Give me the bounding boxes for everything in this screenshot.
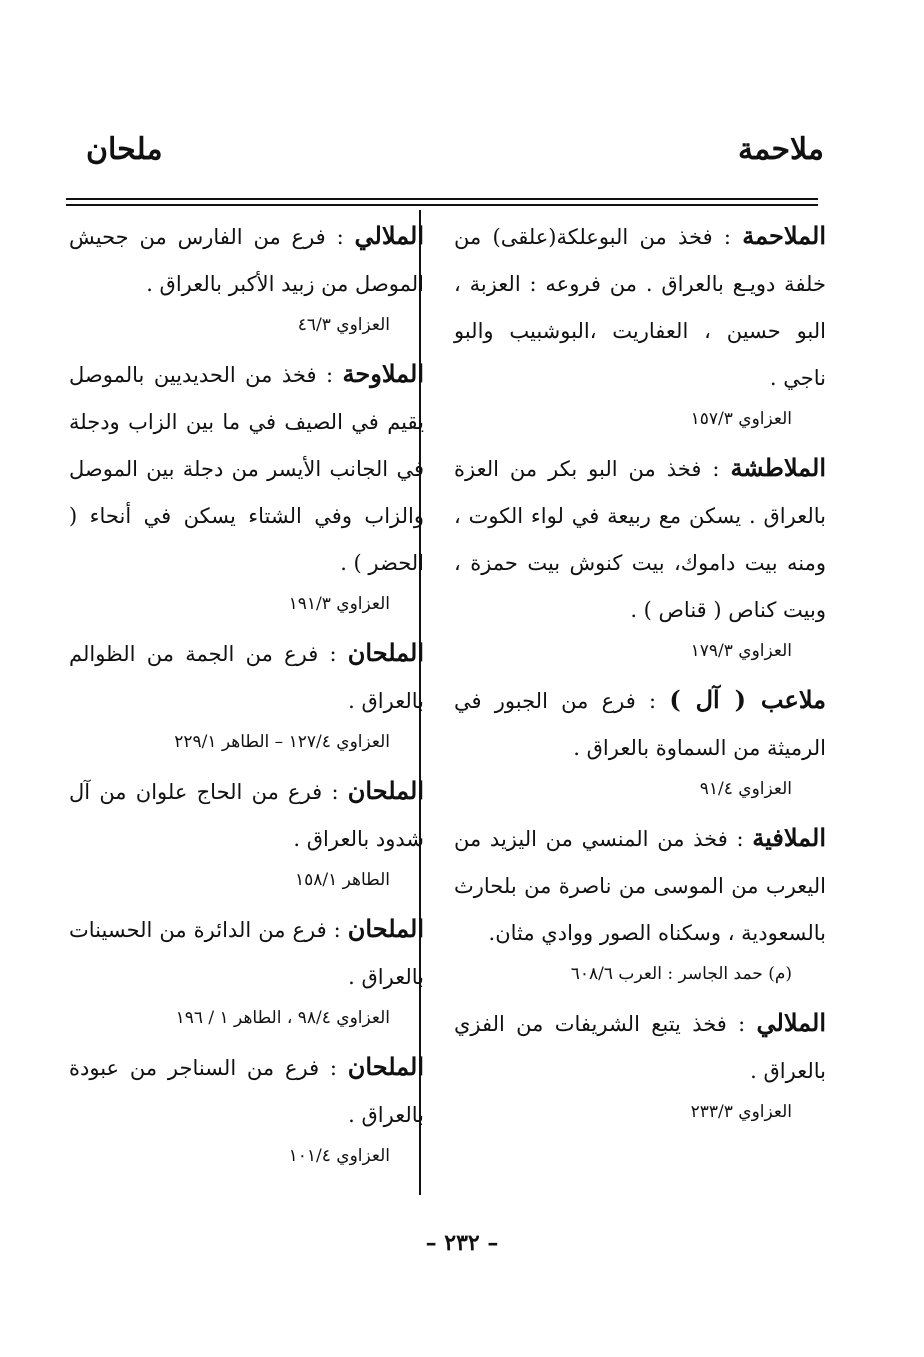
entry-term: الملاوحة [342,359,424,388]
left-column [69,212,424,1181]
entry-reference: العزاوي ٩١/٤ [699,779,792,799]
entry-reference: العزاوي ١٠١/٤ [288,1146,390,1166]
entry-text: : فرع من الحاج علوان من آل شدود بالعراق . [69,780,424,851]
entry [69,767,424,897]
entry [454,999,826,1129]
entry-body [69,905,424,1001]
header-rule-bottom [66,204,818,206]
right-column [454,212,826,1137]
entry-reference: الطاهر ١٥٨/١ [294,870,390,890]
entry-term: ملاعب ( آل ) [669,685,826,714]
entry-body [454,676,826,772]
entry-body [454,444,826,634]
entry-body [69,212,424,308]
entry-term: الملحان [347,1052,424,1081]
entry-text: : فرع من الفارس من جحيش الموصل من زبيد الأكبر بالعراق . [69,225,424,296]
entry-text: : فخذ من الحديديين بالموصل يقيم في الصيف في ما بين الزاب ودجلة في الجانب الأيسر من دجلة بين الموصل والزاب وفي الشتاء يسكن في أنحاء ( الحضر ) . [69,363,424,575]
header-right-word: ملاحمة [738,132,824,167]
entry-text: : فرع من الجمة من الظوالم بالعراق . [69,642,424,713]
entry [69,1043,424,1173]
entry-term: الملحان [347,638,424,667]
entry-body [454,814,826,957]
entry-term: الملالي [756,1008,826,1037]
entry-text: : فرع من السناجر من عبودة بالعراق . [69,1056,424,1127]
entry-reference: العزاوي ١٩١/٣ [288,594,390,614]
entry [69,212,424,342]
header-left-word: ملحان [86,132,163,167]
entry-term: الملحان [347,914,424,943]
page-number: – ٢٣٢ – [425,1230,499,1256]
entry [69,350,424,621]
entry-body [69,767,424,863]
entry-body [69,629,424,725]
entry-body [69,1043,424,1139]
entry-text: : فخذ يتبع الشريفات من الفزي بالعراق . [454,1012,826,1083]
entry-text: : فرع من الجبور في الرميثة من السماوة بالعراق . [454,689,826,760]
entry [69,905,424,1035]
entry [454,676,826,806]
entry-reference: العزاوي ١٥٧/٣ [690,409,792,429]
entry-term: الملافية [752,823,826,852]
entry-text: : فرع من الدائرة من الحسينات بالعراق . [69,918,424,989]
entry-text: : فخذ من المنسي من اليزيد من اليعرب من الموسى من ناصرة من بلحارث بالسعودية ، وسكناه الصور ووادي مثان. [454,827,826,945]
entry-body [454,999,826,1095]
entry-body [454,212,826,402]
entry-reference: العزاوي ٢٣٣/٣ [690,1102,792,1122]
entry-reference: العزاوي ٤٦/٣ [297,315,390,335]
entry-term: الملاطشة [730,453,826,482]
entry [454,444,826,668]
entry-text: : فخذ من البوعلكة(علقى) من خلفة دويـع بالعراق . من فروعه : العزبة ، البو حسين ، العفاريت ،البوشبيب والبو ناجي . [454,225,826,390]
entry-reference: العزاوي ١٢٧/٤ – الطاهر ٢٢٩/١ [174,732,390,752]
entry-term: الملاحمة [742,221,826,250]
entry-reference: العزاوي ٩٨/٤ ، الطاهر ١ / ١٩٦ [175,1008,390,1028]
entry-term: الملحان [347,776,424,805]
entry-text: : فخذ من البو بكر من العزة بالعراق . يسكن مع ربيعة في لواء الكوت ، ومنه بيت داموك، بيت كنوش بيت حمزة ، وبيت كناص ( قناص ) . [454,457,826,622]
entry [454,814,826,991]
header-rule-top [66,198,818,200]
entry [69,629,424,759]
entry-reference: العزاوي ١٧٩/٣ [690,641,792,661]
entry [454,212,826,436]
entry-term: الملالي [354,221,424,250]
entry-body [69,350,424,587]
entry-reference: (م) حمد الجاسر : العرب ٦٠٨/٦ [570,964,792,984]
